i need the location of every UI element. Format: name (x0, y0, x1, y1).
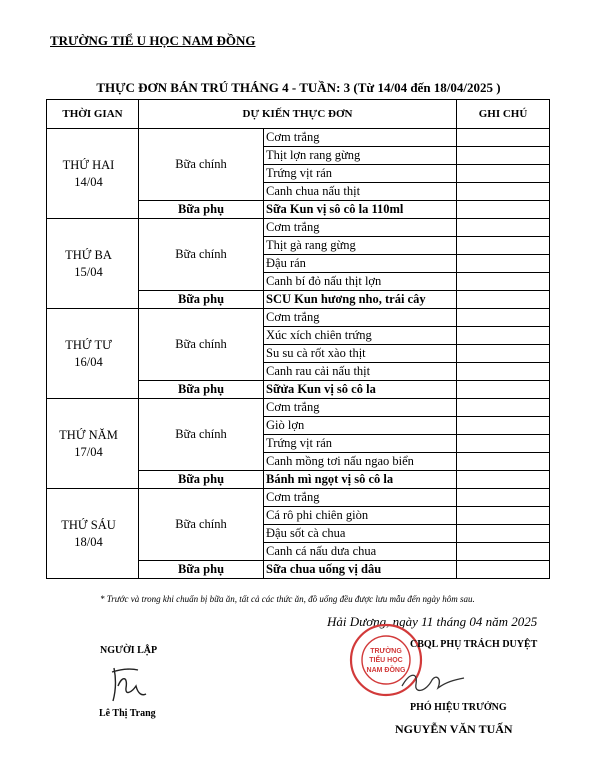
page-title: THỰC ĐƠN BÁN TRÚ THÁNG 4 - TUẦN: 3 (Từ 14/04 đến 18/04/2025 ) (96, 80, 501, 95)
creator-name: Lê Thị Trang (99, 708, 156, 719)
school-name: TRƯỜNG TIỂ U HỌC NAM ĐỒNG (50, 33, 256, 48)
note-cell (457, 381, 550, 399)
dish-item: Canh mồng tơi nấu ngao biển (264, 453, 457, 471)
note-cell (457, 399, 550, 417)
note-cell (457, 165, 550, 183)
note-cell (457, 489, 550, 507)
note-cell (457, 471, 550, 489)
note-cell (457, 201, 550, 219)
date-line: Hải Dương, ngày 11 tháng 04 năm 2025 (327, 614, 538, 629)
note-cell (457, 255, 550, 273)
day-name: THỨ NĂM (59, 427, 118, 442)
day-cell (47, 309, 139, 399)
dish-item: Su su cà rốt xào thịt (264, 345, 457, 363)
note-cell (457, 363, 550, 381)
dish-item: Giò lợn (264, 417, 457, 435)
dish-item: Canh chua nấu thịt (264, 183, 457, 201)
note-cell (457, 309, 550, 327)
day-date: 16/04 (74, 354, 103, 369)
menu-table (46, 99, 550, 579)
day-date: 18/04 (74, 534, 103, 549)
day-date: 14/04 (74, 174, 103, 189)
main-meal-label: Bữa chính (139, 219, 264, 291)
note-cell (457, 147, 550, 165)
day-date: 15/04 (74, 264, 103, 279)
snack-item: Bánh mì ngọt vị sô cô la (264, 471, 457, 489)
dish-item: Cơm trắng (264, 309, 457, 327)
stamp-text-line3: NAM ĐỒNG (366, 667, 406, 674)
dish-item: Cá rô phi chiên giòn (264, 507, 457, 525)
sub-meal-label: Bữa phụ (139, 561, 264, 579)
table-row (47, 489, 550, 507)
main-meal-label: Bữa chính (139, 129, 264, 201)
sub-meal-label: Bữa phụ (139, 291, 264, 309)
day-date: 17/04 (74, 444, 103, 459)
table-row (47, 129, 550, 147)
note-cell (457, 327, 550, 345)
sub-meal-label: Bữa phụ (139, 471, 264, 489)
creator-label: NGƯỜI LẬP (100, 645, 158, 656)
snack-item: SCU Kun hương nho, trái cây (264, 291, 457, 309)
deputy-label: PHÓ HIỆU TRƯỞNG (410, 702, 507, 713)
header-menu: DỰ KIẾN THỰC ĐƠN (139, 100, 457, 129)
dish-item: Đậu rán (264, 255, 457, 273)
main-meal-label: Bữa chính (139, 309, 264, 381)
dish-item: Trứng vịt rán (264, 165, 457, 183)
dish-item: Trứng vịt rán (264, 435, 457, 453)
table-row (47, 399, 550, 417)
dish-item: Canh bí đỏ nấu thịt lợn (264, 273, 457, 291)
note-cell (457, 561, 550, 579)
note-cell (457, 291, 550, 309)
note-cell (457, 273, 550, 291)
approver-signature (398, 666, 468, 700)
day-name: THỨ BA (65, 247, 112, 262)
snack-item: Sữửa Kun vị sô cô la (264, 381, 457, 399)
day-cell (47, 489, 139, 579)
stamp-text-line1: TRƯỜNG (370, 648, 402, 655)
sub-meal-label: Bữa phụ (139, 381, 264, 399)
note-cell (457, 453, 550, 471)
day-name: THỨ TƯ (65, 337, 112, 352)
note-cell (457, 183, 550, 201)
menu-body (47, 129, 550, 579)
food-safety-note: * Trước và trong khi chuẩn bị bữa ăn, tất cả các thức ăn, đồ uống đều được lưu mẫu đến ngày hôm sau. (100, 594, 475, 604)
note-cell (457, 525, 550, 543)
note-cell (457, 129, 550, 147)
main-meal-label: Bữa chính (139, 489, 264, 561)
dish-item: Cơm trắng (264, 219, 457, 237)
note-cell (457, 237, 550, 255)
stamp-text-line2: TIỂU HỌC (369, 657, 403, 664)
table-row (47, 219, 550, 237)
note-cell (457, 543, 550, 561)
dish-item: Cơm trắng (264, 489, 457, 507)
approver-label: CBQL PHỤ TRÁCH DUYỆT (410, 639, 538, 650)
table-row (47, 309, 550, 327)
day-cell (47, 219, 139, 309)
sub-meal-label: Bữa phụ (139, 201, 264, 219)
day-cell (47, 399, 139, 489)
note-cell (457, 219, 550, 237)
main-meal-label: Bữa chính (139, 399, 264, 471)
dish-item: Canh cá nấu dưa chua (264, 543, 457, 561)
note-cell (457, 507, 550, 525)
dish-item: Thịt lợn rang gừng (264, 147, 457, 165)
dish-item: Cơm trắng (264, 399, 457, 417)
creator-signature (108, 664, 148, 704)
dish-item: Thịt gà rang gừng (264, 237, 457, 255)
note-cell (457, 435, 550, 453)
day-cell (47, 129, 139, 219)
note-cell (457, 417, 550, 435)
dish-item: Cơm trắng (264, 129, 457, 147)
header-note: GHI CHÚ (457, 100, 550, 129)
approver-name: NGUYỄN VĂN TUẤN (395, 722, 513, 736)
day-name: THỨ HAI (62, 157, 115, 172)
snack-item: Sữa chua uống vị dâu (264, 561, 457, 579)
snack-item: Sữa Kun vị sô cô la 110ml (264, 201, 457, 219)
table-header-row (47, 100, 550, 129)
day-name: THỨ SÁU (61, 517, 116, 532)
dish-item: Đậu sốt cà chua (264, 525, 457, 543)
dish-item: Xúc xích chiên trứng (264, 327, 457, 345)
dish-item: Canh rau cải nấu thịt (264, 363, 457, 381)
note-cell (457, 345, 550, 363)
header-time: THỜI GIAN (47, 100, 139, 129)
